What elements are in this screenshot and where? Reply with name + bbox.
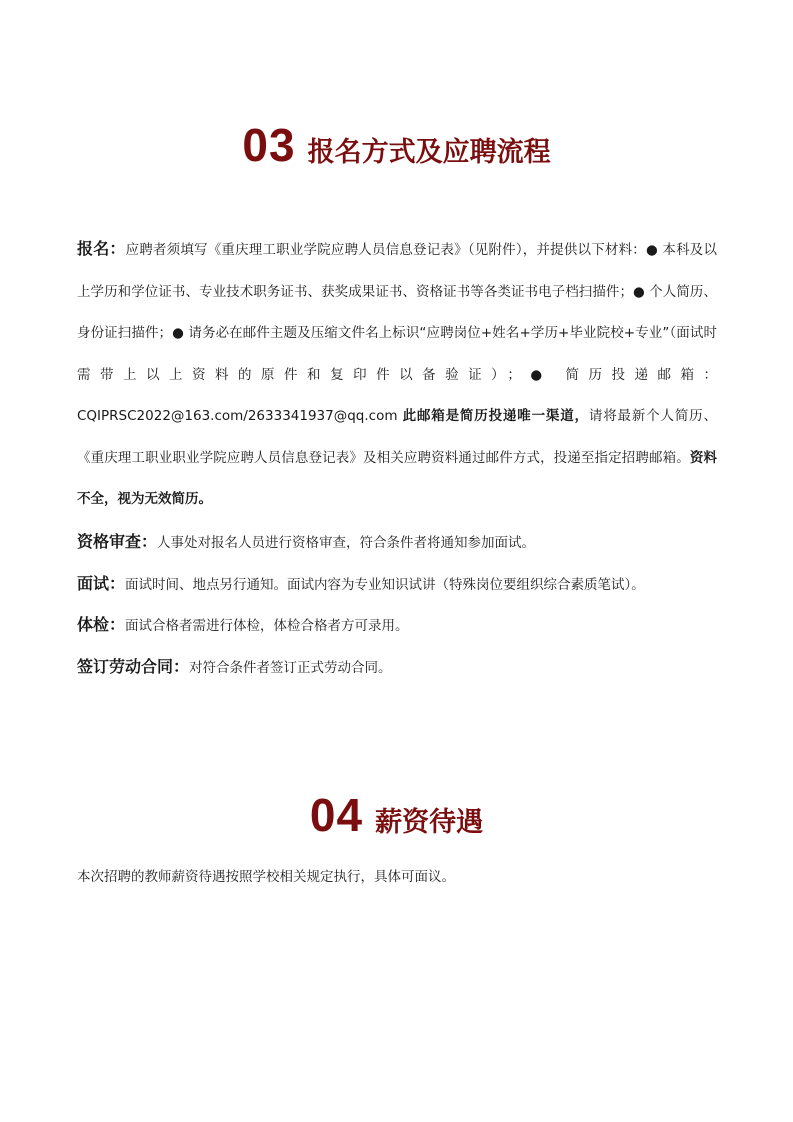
interview-label: 面试： [77, 574, 126, 593]
registration-text-1: 应聘者须填写《重庆理工职业学院应聘人员信息登记表》（见附件），并提供以下材料：● 本科及以上学历和学位证书、专业技术职务证书、获奖成果证书、资格证书等各类证书电子档扫描件；● 个人简历、身份证扫描件；● 请务必在邮件主题及压缩文件名上标识“应聘岗位+姓名+学历+毕业院校+专业”（面试时需带上以上资料的原件和复印件以备验证）；● 简历投递邮箱：CQIPRSC2022@163.com/2633341937@qq.com [77, 242, 717, 424]
section-title: 报名方式及应聘流程 [307, 137, 551, 168]
contract-label: 签订劳动合同： [77, 657, 190, 676]
section-number: 03 [242, 119, 296, 171]
section-heading-04 [0, 788, 793, 842]
section-heading-03 [0, 118, 793, 172]
qualification-label: 资格审查： [77, 532, 158, 551]
section-title: 薪资待遇 [375, 807, 484, 838]
contract-text: 对符合条件者签订正式劳动合同。 [189, 660, 392, 676]
interview-line [77, 571, 645, 594]
salary-text: 本次招聘的教师薪资待遇按照学校相关规定执行，具体可面议。 [77, 869, 455, 885]
registration-label: 报名： [77, 239, 126, 258]
registration-emphasis-2: 资料不全，视为无效简历。 [77, 449, 718, 507]
qualification-review-line [77, 529, 535, 552]
medical-label: 体检： [77, 615, 126, 634]
medical-text: 面试合格者需进行体检，体检合格者方可录用。 [125, 618, 409, 634]
medical-exam-line [77, 612, 409, 635]
contract-line [77, 654, 392, 677]
section-number: 04 [309, 789, 364, 841]
registration-text-2: 请将最新个人简历、《重庆理工职业职业学院应聘人员信息登记表》及相关应聘资料通过邮件方式，投递至指定招聘邮箱。 [77, 408, 718, 466]
registration-emphasis-1: 此邮箱是简历投递唯一渠道， [402, 408, 589, 424]
qualification-text: 人事处对报名人员进行资格审查，符合条件者将通知参加面试。 [157, 535, 536, 551]
interview-text: 面试时间、地点另行通知。面试内容为专业知识试讲（特殊岗位要组织综合素质笔试）。 [125, 577, 645, 593]
registration-paragraph [77, 228, 717, 521]
